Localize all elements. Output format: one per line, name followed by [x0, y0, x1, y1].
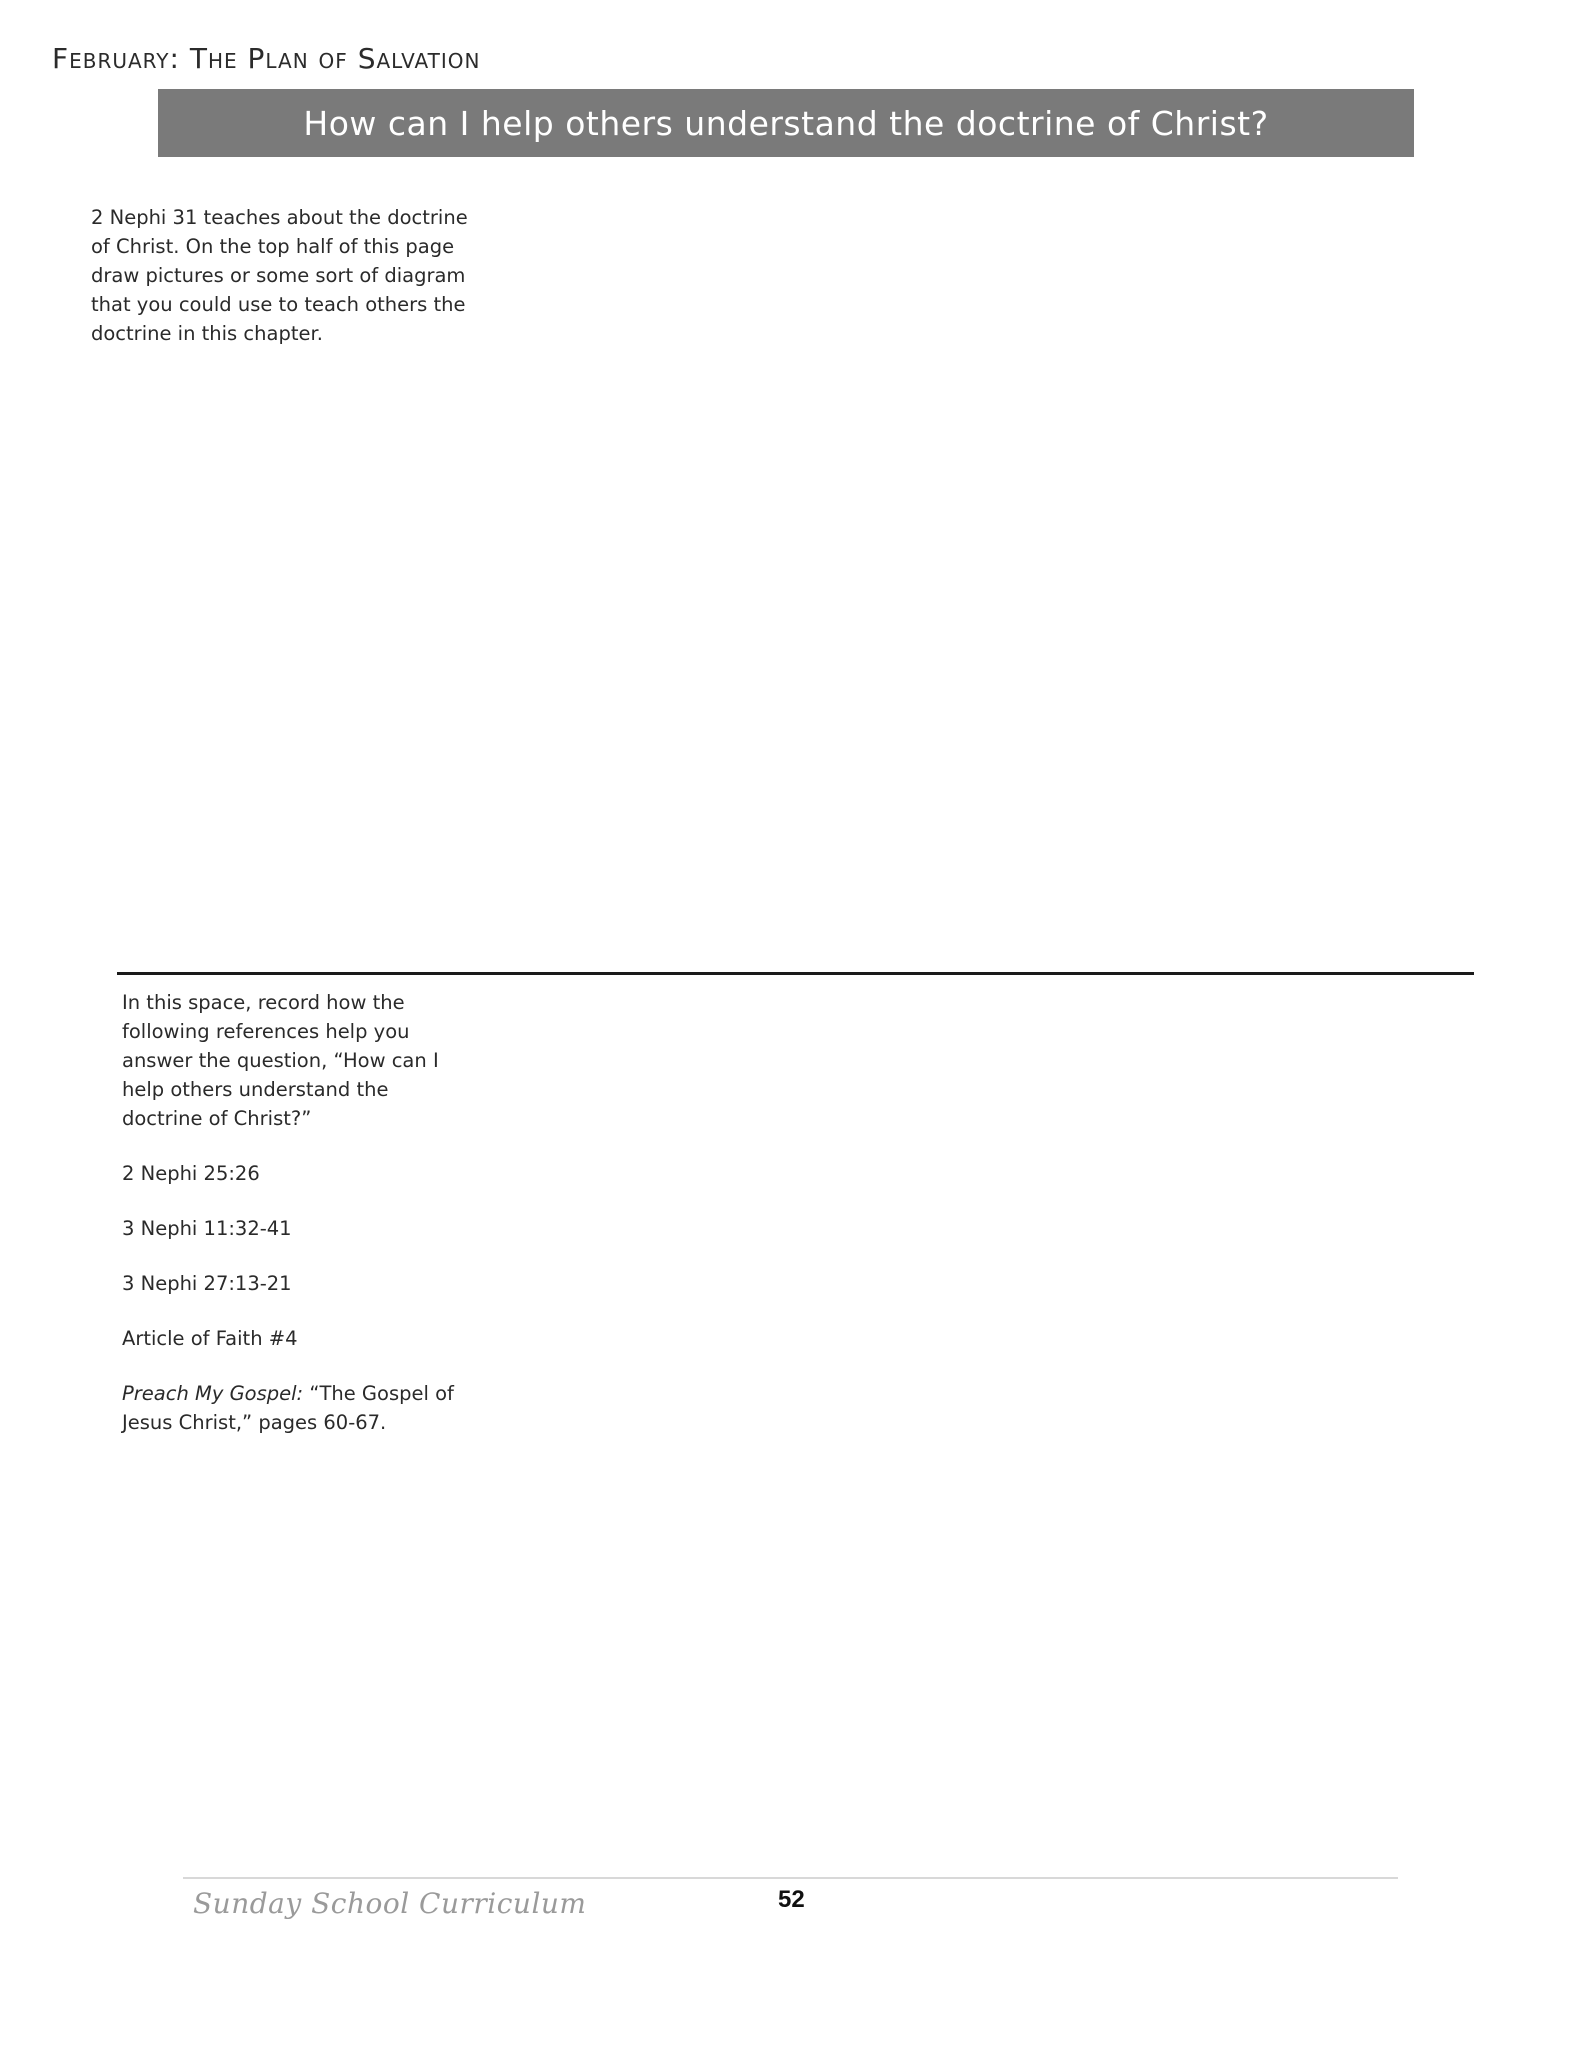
reference-item: 2 Nephi 25:26: [122, 1162, 260, 1185]
record-instructions-block: [122, 988, 472, 1463]
reference-detail: “The Gospel of Jesus Christ,” pages 60-67.: [122, 1382, 454, 1434]
title-banner: [158, 89, 1414, 157]
section-label: February: The Plan of Salvation: [52, 42, 481, 75]
reference-item: 3 Nephi 11:32-41: [122, 1217, 292, 1240]
page-number: 52: [778, 1886, 805, 1913]
footer-rule: [183, 1877, 1398, 1879]
reference-item-preach-my-gospel: [122, 1379, 472, 1437]
reference-book-title: Preach My Gospel:: [122, 1382, 304, 1405]
page-title: How can I help others understand the doctrine of Christ?: [303, 103, 1269, 143]
record-intro: In this space, record how the following references help you answer the question, “How can I help others understand the doctrine of Christ?”: [122, 991, 439, 1130]
footer-brand: Sunday School Curriculum: [193, 1887, 587, 1920]
reference-item: 3 Nephi 27:13-21: [122, 1272, 292, 1295]
drawing-instructions: 2 Nephi 31 teaches about the doctrine of Christ. On the top half of this page draw pictures or some sort of diagram that you could use to teach others the doctrine in this chapter.: [91, 206, 468, 345]
reference-item: Article of Faith #4: [122, 1327, 298, 1350]
section-divider: [117, 972, 1474, 975]
